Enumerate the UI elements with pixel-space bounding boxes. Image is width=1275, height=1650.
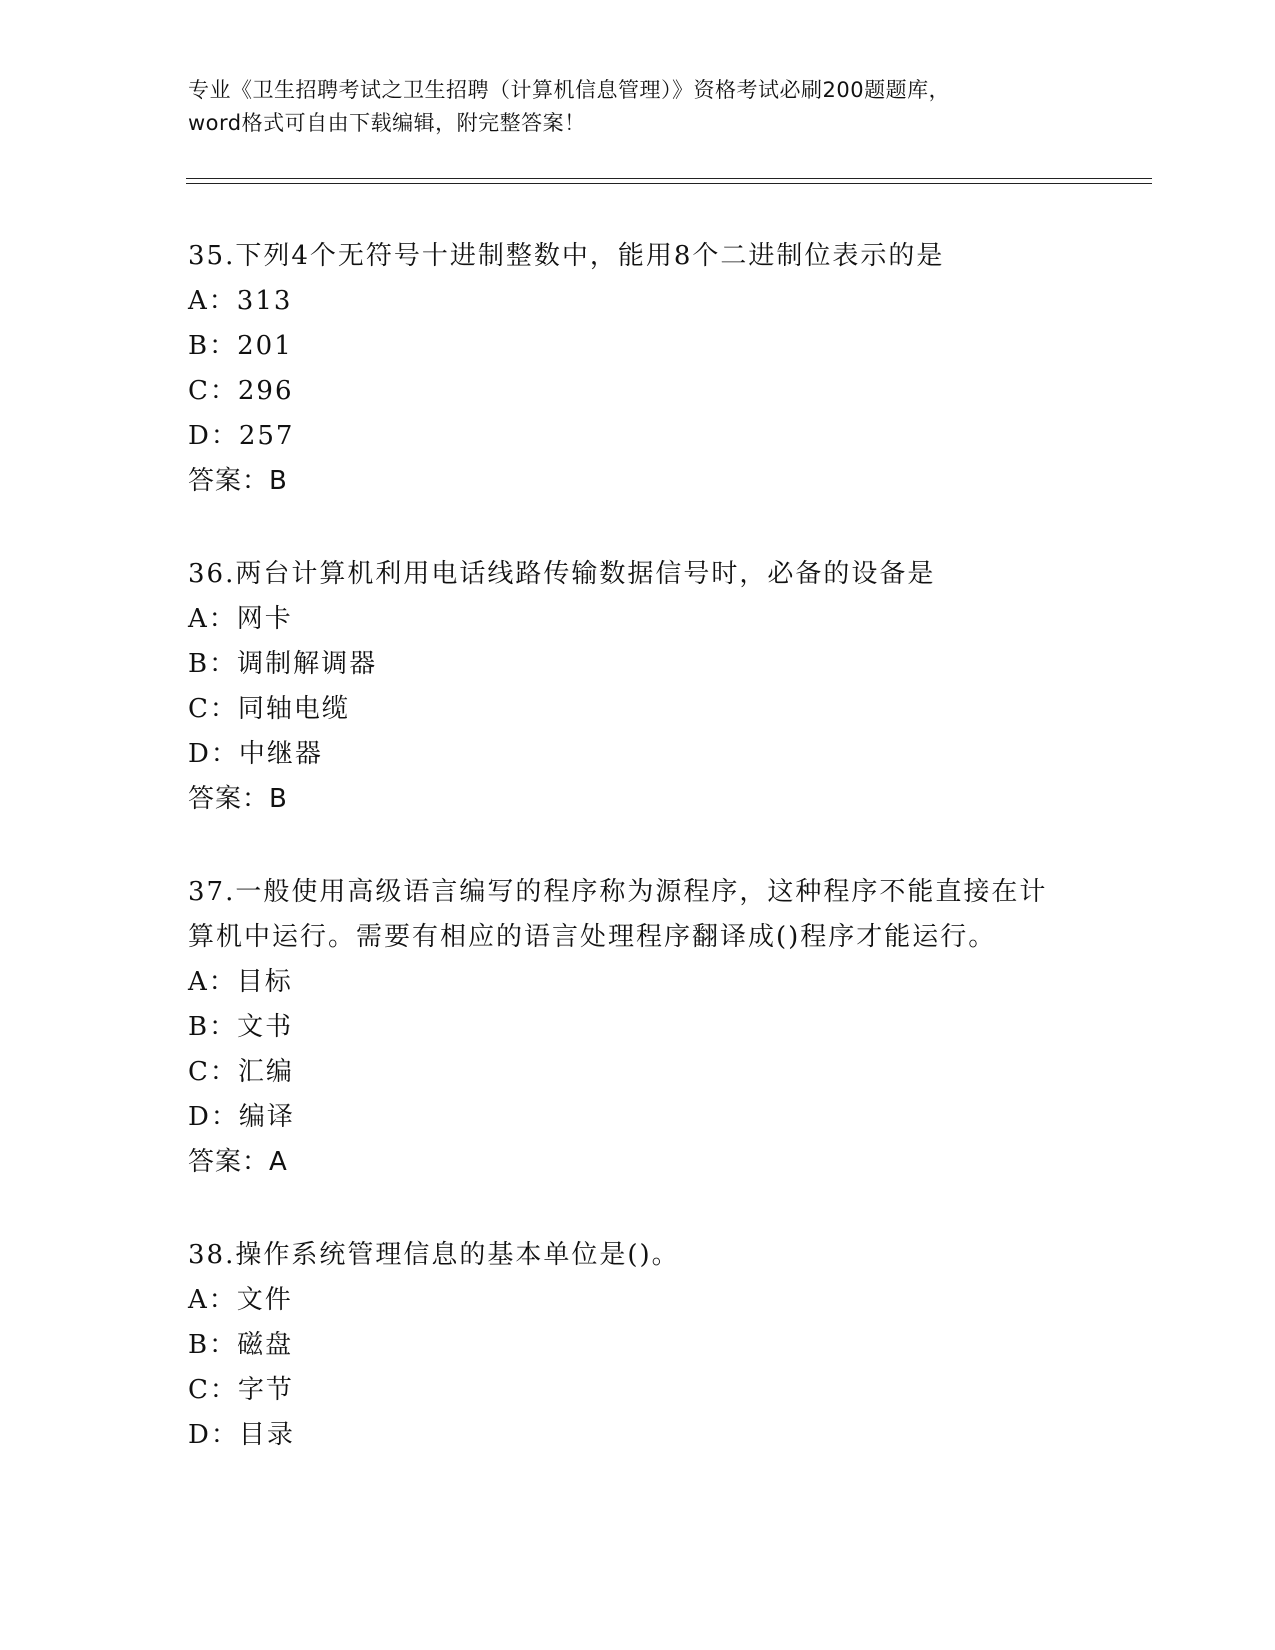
- option-d: D：中继器: [188, 739, 323, 769]
- header-divider-bottom: [186, 183, 1152, 184]
- option-c: C：同轴电缆: [188, 694, 350, 724]
- question-36: [188, 552, 1088, 822]
- option-b: B：文书: [188, 1012, 294, 1042]
- option-d: D：257: [188, 421, 295, 451]
- option-b: B：调制解调器: [188, 649, 378, 679]
- question-stem: 38.操作系统管理信息的基本单位是()。: [188, 1240, 680, 1270]
- option-d: D：编译: [188, 1102, 295, 1132]
- option-a: A：网卡: [188, 604, 293, 634]
- option-a: A：文件: [188, 1285, 293, 1315]
- answer: 答案：B: [188, 466, 288, 496]
- question-37: [188, 870, 1088, 1185]
- answer: 答案：A: [188, 1147, 288, 1177]
- answer: 答案：B: [188, 784, 288, 814]
- question-stem-line-1: 37.一般使用高级语言编写的程序称为源程序，这种程序不能直接在计: [188, 877, 1048, 907]
- question-stem-line-2: 算机中运行。需要有相应的语言处理程序翻译成()程序才能运行。: [188, 922, 997, 952]
- option-b: B：201: [188, 331, 293, 361]
- question-stem: 35.下列4个无符号十进制整数中，能用8个二进制位表示的是: [188, 241, 945, 271]
- option-c: C：汇编: [188, 1057, 294, 1087]
- option-a: A：313: [188, 286, 293, 316]
- option-b: B：磁盘: [188, 1330, 294, 1360]
- option-a: A：目标: [188, 967, 293, 997]
- header-line-2: word格式可自由下载编辑，附完整答案！: [188, 111, 586, 135]
- question-38: [188, 1233, 1088, 1458]
- question-35: [188, 234, 1088, 504]
- option-d: D：目录: [188, 1420, 295, 1450]
- option-c: C：字节: [188, 1375, 294, 1405]
- header-divider-top: [186, 178, 1152, 179]
- header-line-1: 专业《卫生招聘考试之卫生招聘（计算机信息管理）》资格考试必刷200题题库，: [188, 78, 951, 102]
- document-header: [188, 74, 1088, 140]
- question-stem: 36.两台计算机利用电话线路传输数据信号时，必备的设备是: [188, 559, 936, 589]
- option-c: C：296: [188, 376, 294, 406]
